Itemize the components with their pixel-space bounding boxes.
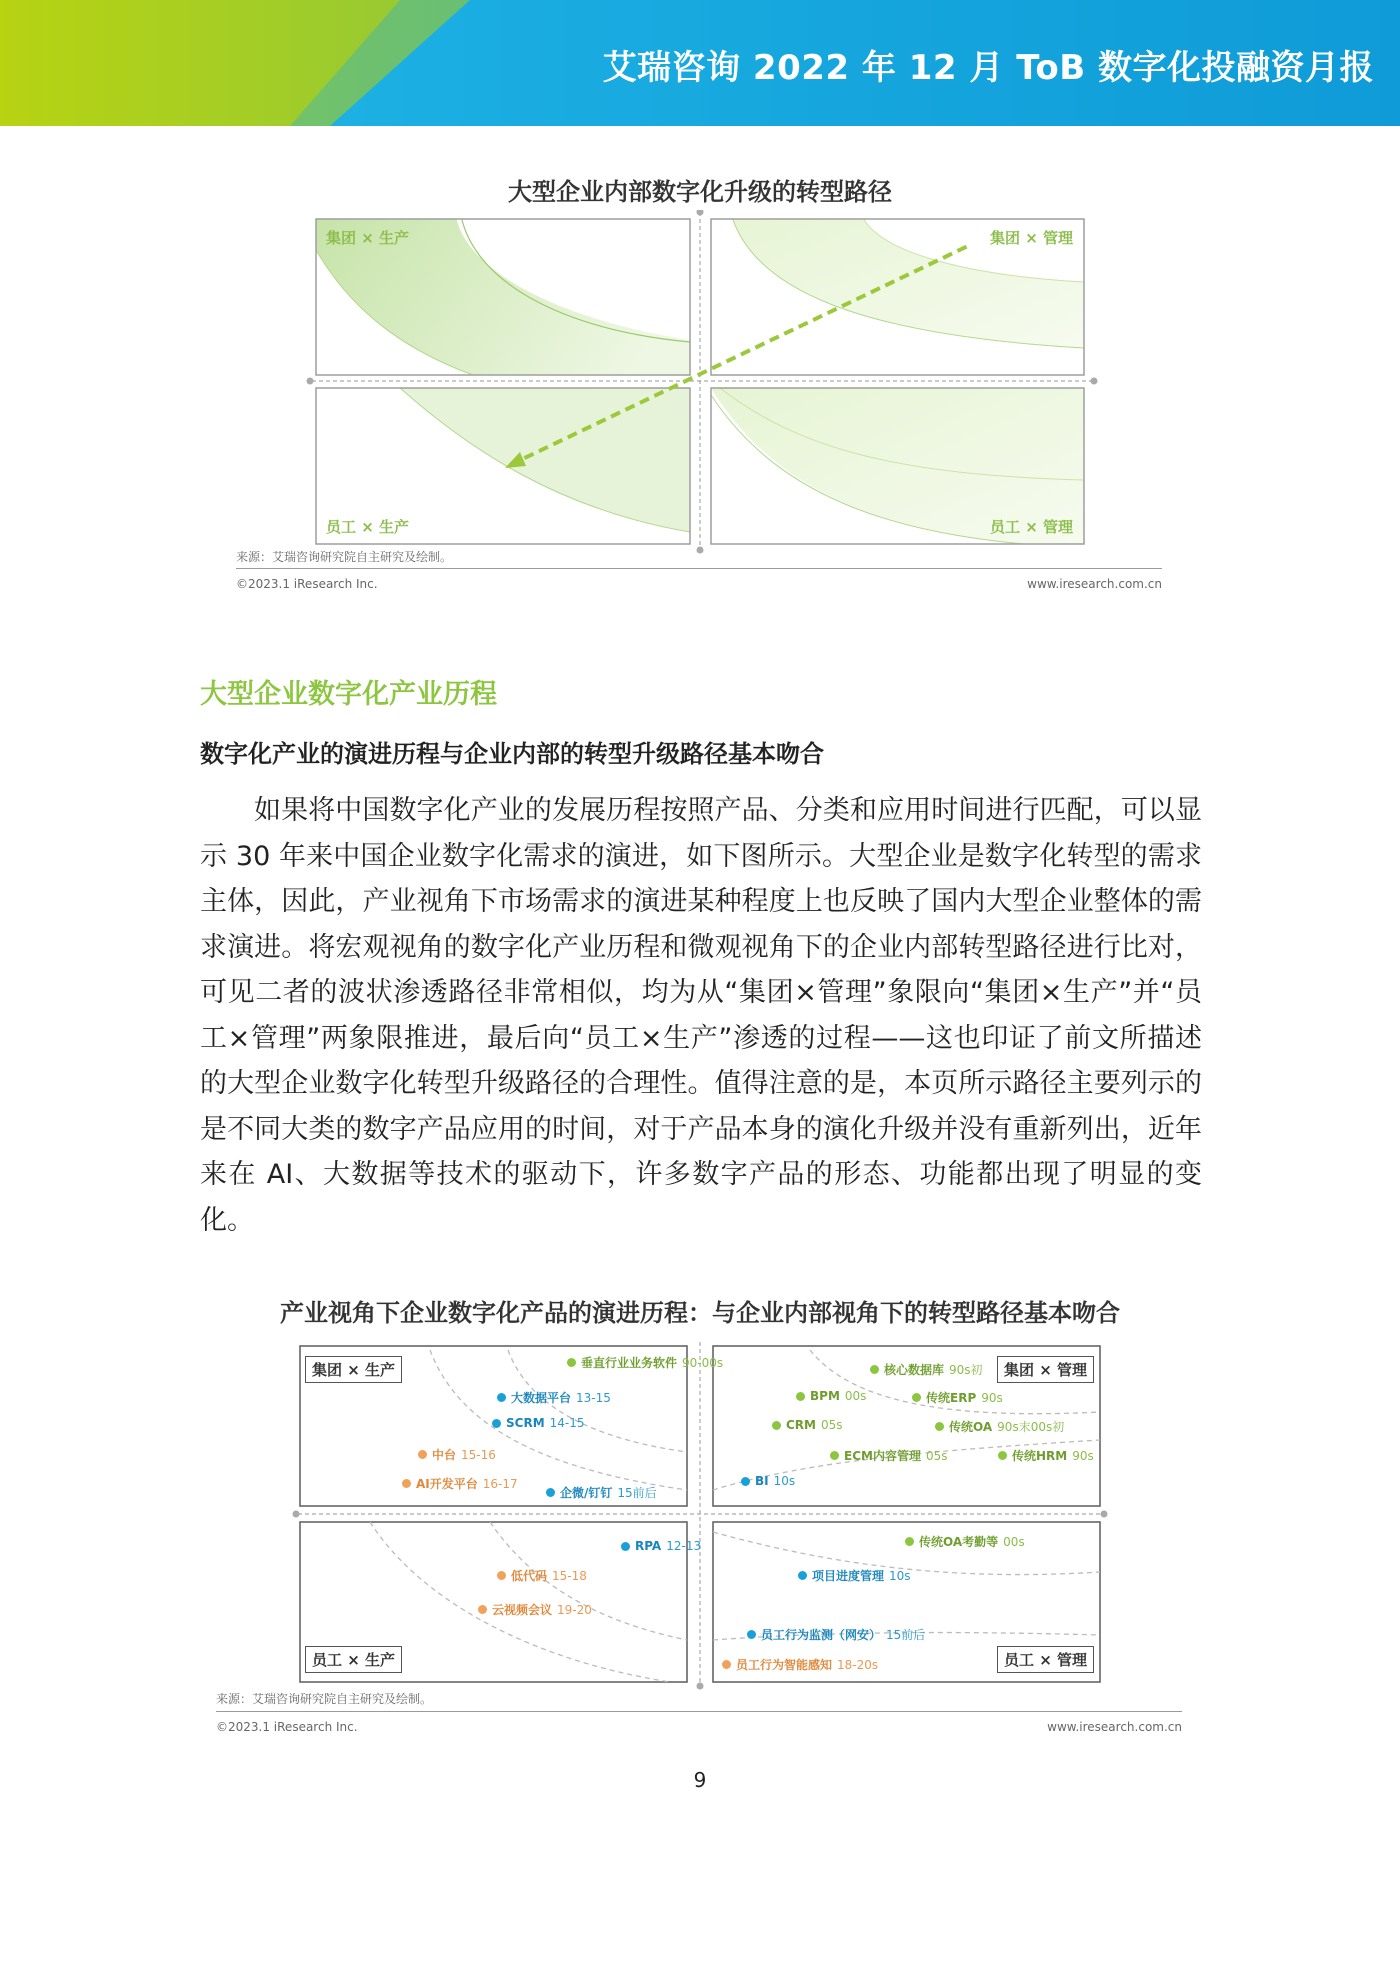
product-item bbox=[741, 1474, 795, 1488]
product-item bbox=[402, 1475, 518, 1492]
product-name: 项目进度管理 bbox=[812, 1569, 885, 1583]
product-name: 传统OA考勤等 bbox=[919, 1535, 999, 1549]
product-name: BI bbox=[755, 1474, 769, 1488]
product-item bbox=[747, 1626, 925, 1643]
product-period: 15-18 bbox=[552, 1568, 587, 1583]
product-item bbox=[912, 1389, 1003, 1406]
product-dot-icon bbox=[905, 1537, 914, 1546]
fig2-quadrant-tr: 集团 × 管理 bbox=[997, 1356, 1094, 1383]
product-dot-icon bbox=[492, 1419, 501, 1428]
fig2-quadrant-br: 员工 × 管理 bbox=[997, 1646, 1094, 1673]
fig2-quadrant-bl: 员工 × 生产 bbox=[305, 1646, 402, 1673]
report-title: 艾瑞咨询 2022 年 12 月 ToB 数字化投融资月报 bbox=[602, 48, 1374, 88]
product-item bbox=[905, 1533, 1025, 1550]
product-item bbox=[830, 1447, 947, 1464]
product-name: 员工行为监测（网安） bbox=[761, 1628, 882, 1642]
product-item bbox=[546, 1484, 657, 1501]
product-item bbox=[418, 1446, 496, 1463]
product-name: 传统ERP bbox=[926, 1391, 977, 1405]
product-dot-icon bbox=[998, 1451, 1007, 1460]
product-dot-icon bbox=[741, 1477, 750, 1486]
product-dot-icon bbox=[830, 1451, 839, 1460]
product-period: 14-15 bbox=[549, 1416, 585, 1430]
product-name: 核心数据库 bbox=[884, 1363, 945, 1377]
product-period: 90s末00s初 bbox=[997, 1420, 1065, 1434]
fig1-quadrant-br: 员工 × 管理 bbox=[989, 518, 1073, 536]
product-item bbox=[798, 1567, 911, 1584]
product-item bbox=[497, 1389, 611, 1406]
section-subheading: 数字化产业的演进历程与企业内部的转型升级路径基本吻合 bbox=[200, 740, 824, 768]
product-dot-icon bbox=[772, 1421, 781, 1430]
product-period: 90s bbox=[1072, 1448, 1094, 1463]
fig2-quadrant-tl: 集团 × 生产 bbox=[305, 1356, 402, 1383]
product-dot-icon bbox=[418, 1450, 427, 1459]
figure2-rule bbox=[216, 1711, 1182, 1712]
product-period: 10s bbox=[773, 1474, 796, 1488]
figure2-site: www.iresearch.com.cn bbox=[1047, 1720, 1182, 1734]
figure1-site: www.iresearch.com.cn bbox=[1027, 577, 1162, 591]
product-period: 18-20s bbox=[837, 1657, 879, 1672]
figure1-source: 来源：艾瑞咨询研究院自主研究及绘制。 bbox=[236, 550, 453, 564]
product-item bbox=[998, 1447, 1094, 1464]
product-item bbox=[796, 1389, 866, 1403]
product-dot-icon bbox=[798, 1571, 807, 1580]
product-period: 15前后 bbox=[886, 1628, 926, 1642]
product-period: 90s bbox=[981, 1390, 1003, 1405]
page-number: 9 bbox=[693, 1768, 707, 1792]
product-period: 10s bbox=[889, 1568, 911, 1583]
product-item bbox=[621, 1539, 701, 1553]
product-period: 05s bbox=[821, 1418, 843, 1432]
product-name: 员工行为智能感知 bbox=[736, 1658, 833, 1672]
product-period: 16-17 bbox=[482, 1476, 518, 1491]
product-item bbox=[935, 1418, 1064, 1435]
figure1-diagram bbox=[300, 210, 1105, 555]
product-period: 00s bbox=[844, 1389, 867, 1403]
product-period: 05s bbox=[925, 1448, 948, 1463]
product-item bbox=[567, 1354, 723, 1371]
product-name: 传统HRM bbox=[1012, 1449, 1068, 1463]
product-dot-icon bbox=[796, 1392, 805, 1401]
product-name: AI开发平台 bbox=[416, 1477, 478, 1491]
product-item bbox=[772, 1418, 843, 1432]
fig1-quadrant-tr: 集团 × 管理 bbox=[989, 229, 1073, 247]
product-period: 90-00s bbox=[682, 1355, 724, 1370]
figure2-source: 来源：艾瑞咨询研究院自主研究及绘制。 bbox=[216, 1692, 433, 1706]
product-name: 企微/钉钉 bbox=[560, 1486, 613, 1500]
product-dot-icon bbox=[497, 1571, 506, 1580]
product-dot-icon bbox=[747, 1630, 756, 1639]
product-item bbox=[497, 1567, 587, 1584]
figure2-copyright: ©2023.1 iResearch Inc. bbox=[216, 1720, 358, 1734]
product-name: SCRM bbox=[506, 1416, 545, 1430]
product-name: ECM内容管理 bbox=[844, 1449, 921, 1463]
product-period: 15前后 bbox=[617, 1486, 657, 1500]
product-dot-icon bbox=[621, 1542, 630, 1551]
figure1-copyright: ©2023.1 iResearch Inc. bbox=[236, 577, 378, 591]
product-period: 13-15 bbox=[576, 1390, 611, 1405]
product-dot-icon bbox=[912, 1393, 921, 1402]
product-dot-icon bbox=[722, 1660, 731, 1669]
product-dot-icon bbox=[567, 1358, 576, 1367]
product-dot-icon bbox=[546, 1488, 555, 1497]
figure1-rule bbox=[236, 568, 1162, 569]
product-name: 大数据平台 bbox=[511, 1391, 572, 1405]
product-dot-icon bbox=[478, 1605, 487, 1614]
product-name: 云视频会议 bbox=[492, 1603, 553, 1617]
product-period: 12-13 bbox=[666, 1539, 702, 1553]
product-dot-icon bbox=[935, 1422, 944, 1431]
product-item bbox=[492, 1416, 585, 1430]
product-period: 00s bbox=[1003, 1534, 1025, 1549]
section-heading: 大型企业数字化产业历程 bbox=[200, 679, 497, 710]
product-name: 低代码 bbox=[511, 1569, 548, 1583]
product-item bbox=[870, 1361, 983, 1378]
product-name: 垂直行业业务软件 bbox=[581, 1356, 678, 1370]
product-period: 15-16 bbox=[461, 1447, 496, 1462]
product-name: BPM bbox=[810, 1389, 840, 1403]
product-name: 中台 bbox=[432, 1448, 457, 1462]
product-item bbox=[478, 1601, 592, 1618]
body-paragraph: 如果将中国数字化产业的发展历程按照产品、分类和应用时间进行匹配，可以显示 30 年来中国企业数字化需求的演进，如下图所示。大型企业是数字化转型的需求主体，因此，产业视角下市场需求的演进某种程度上也反映了国内大型企业整体的需求演进。将宏观视角的数字化产业历程和微观视角下的企业内部转型路径进行比对，可见二者的波状渗透路径非常相似，均为从“集团×管理”象限向“集团×生产”并“员工×管理”两象限推进，最后向“员工×生产”渗透的过程——这也印证了前文所描述的大型企业数字化转型升级路径的合理性。值得注意的是，本页所示路径主要列示的是不同大类的数字产品应用的时间，对于产品本身的演化升级并没有重新列出，近年来在 AI、大数据等技术的驱动下，许多数字产品的形态、功能都出现了明显的变化。 bbox=[200, 795, 1202, 1236]
figure2-title: 产业视角下企业数字化产品的演进历程：与企业内部视角下的转型路径基本吻合 bbox=[280, 1299, 1120, 1327]
product-item bbox=[722, 1656, 878, 1673]
product-period: 19-20 bbox=[557, 1602, 592, 1617]
product-dot-icon bbox=[497, 1393, 506, 1402]
product-period: 90s初 bbox=[949, 1363, 983, 1377]
product-name: CRM bbox=[786, 1418, 816, 1432]
figure1-title: 大型企业内部数字化升级的转型路径 bbox=[508, 178, 892, 206]
fig1-quadrant-bl: 员工 × 生产 bbox=[326, 518, 410, 536]
fig1-quadrant-tl: 集团 × 生产 bbox=[326, 229, 410, 247]
product-dot-icon bbox=[870, 1365, 879, 1374]
product-dot-icon bbox=[402, 1479, 411, 1488]
product-name: 传统OA bbox=[949, 1420, 993, 1434]
product-name: RPA bbox=[635, 1539, 662, 1553]
